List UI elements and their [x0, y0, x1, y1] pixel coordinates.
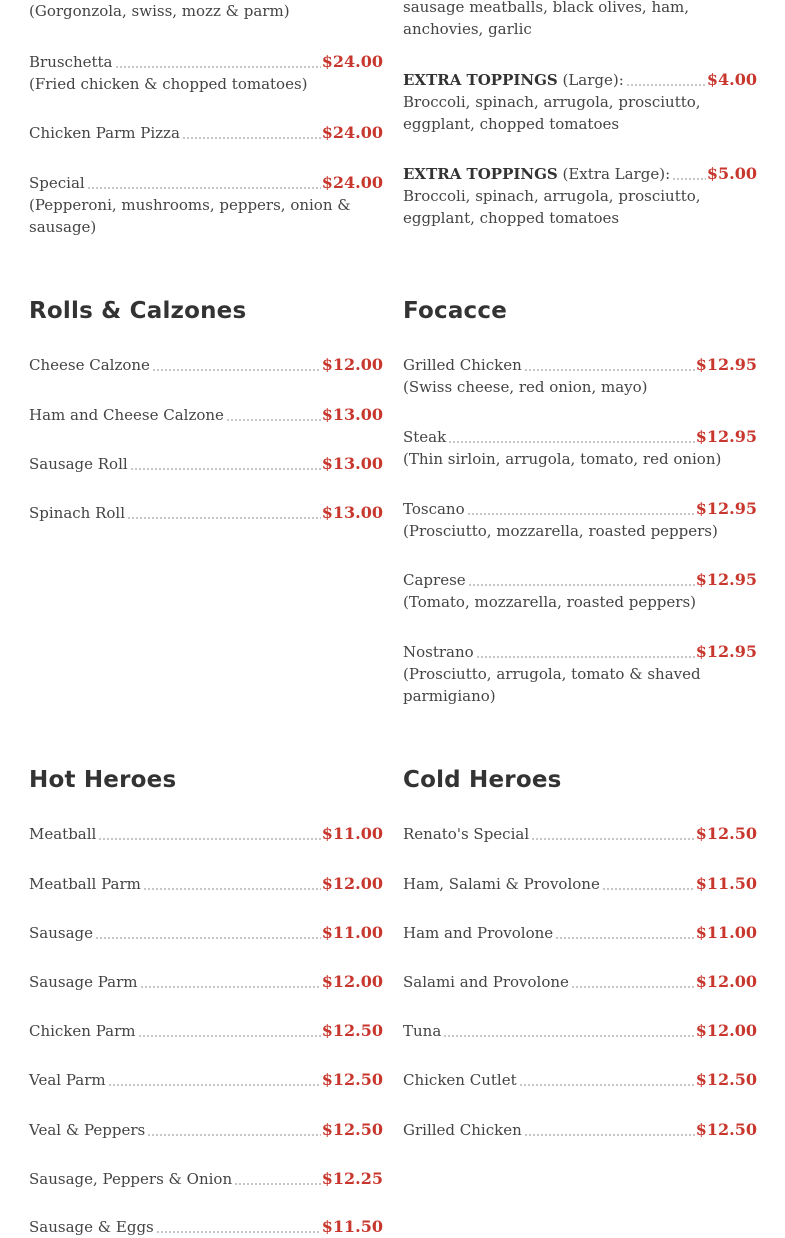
dot-leader	[98, 838, 320, 840]
item-name: Cheese Calzone	[29, 356, 150, 374]
menu-item-sausage-roll	[29, 453, 383, 475]
extra-toppings-extra-large	[403, 163, 757, 229]
dot-leader	[448, 441, 695, 443]
item-name: Salami and Provolone	[403, 973, 569, 991]
menu-item-caprese	[403, 569, 757, 613]
item-price: $11.00	[321, 923, 383, 942]
dot-leader	[140, 986, 321, 988]
dot-leader	[519, 1084, 695, 1086]
item-price: $13.00	[321, 454, 383, 473]
item-description: (Prosciutto, mozzarella, roasted peppers)	[403, 522, 718, 540]
item-description: (Prosciutto, arrugola, tomato & shaved parmigiano)	[403, 665, 701, 705]
dot-leader	[468, 584, 695, 586]
item-price: $5.00	[706, 164, 757, 183]
menu-item-steak	[403, 426, 757, 470]
extra-toppings-large	[403, 69, 757, 135]
item-price: $12.00	[695, 1021, 757, 1040]
item-name: Chicken Parm	[29, 1022, 136, 1040]
item-name: Meatball	[29, 825, 97, 843]
dot-leader	[571, 986, 695, 988]
dot-leader	[108, 1084, 321, 1086]
menu-item-renatos-special	[403, 823, 757, 845]
item-price: $12.50	[321, 1070, 383, 1089]
item-description: Broccoli, spinach, arrugola, prosciutto, eggplant, chopped tomatoes	[403, 93, 701, 133]
item-price: $11.50	[321, 1217, 383, 1236]
dot-leader	[524, 369, 695, 371]
dot-leader	[555, 937, 695, 939]
item-name: Chicken Cutlet	[403, 1071, 517, 1089]
menu-item-sausage	[29, 922, 383, 944]
dot-leader	[476, 656, 695, 658]
menu-item-ham-provolone	[403, 922, 757, 944]
menu-item-focaccia-grilled-chicken	[403, 354, 757, 398]
item-name: Toscano	[403, 500, 465, 518]
dot-leader	[531, 838, 695, 840]
item-price: $12.50	[695, 1070, 757, 1089]
item-description: (Pepperoni, mushrooms, peppers, onion & sausage)	[29, 196, 351, 236]
item-description: (Thin sirloin, arrugola, tomato, red onion)	[403, 450, 722, 468]
item-price: $11.00	[695, 923, 757, 942]
item-price: $13.00	[321, 405, 383, 424]
item-name: Sausage Roll	[29, 455, 128, 473]
dot-leader	[626, 84, 706, 86]
dot-leader	[672, 178, 706, 180]
toppings-label: EXTRA TOPPINGS	[403, 165, 558, 183]
item-price: $12.00	[321, 972, 383, 991]
item-price: $12.95	[695, 427, 757, 446]
menu-item-meatball-parm	[29, 873, 383, 895]
item-name: Caprese	[403, 571, 466, 589]
dot-leader	[226, 419, 321, 421]
menu-item-veal-peppers	[29, 1119, 383, 1141]
item-name: Ham and Cheese Calzone	[29, 406, 224, 424]
item-price: $4.00	[706, 70, 757, 89]
item-price: $12.95	[695, 355, 757, 374]
item-name: Veal & Peppers	[29, 1121, 146, 1139]
section-title-focacce: Focacce	[403, 298, 508, 324]
item-price: $12.50	[321, 1021, 383, 1040]
menu-item-sausage-eggs	[29, 1216, 383, 1238]
dot-leader	[138, 1035, 321, 1037]
item-name: Tuna	[403, 1022, 442, 1040]
toppings-size: (Large):	[557, 71, 624, 89]
menu-item-cheese-calzone	[29, 354, 383, 376]
menu-item-salami-provolone	[403, 971, 757, 993]
menu-item-toscano	[403, 498, 757, 542]
dot-leader	[467, 513, 695, 515]
section-title-hot-heroes: Hot Heroes	[29, 767, 177, 793]
item-name: Sausage, Peppers & Onion	[29, 1170, 233, 1188]
dot-leader	[87, 187, 321, 189]
dot-leader	[95, 937, 321, 939]
item-name: Veal Parm	[29, 1071, 106, 1089]
pizza-description: (Gorgonzola, swiss, mozz & parm)	[29, 2, 290, 20]
section-title-cold-heroes: Cold Heroes	[403, 767, 562, 793]
item-name: Ham, Salami & Provolone	[403, 875, 600, 893]
dot-leader	[130, 468, 321, 470]
item-name: Sausage Parm	[29, 973, 138, 991]
item-price: $12.50	[695, 824, 757, 843]
pizza-description: sausage meatballs, black olives, ham, anchovies, garlic	[403, 0, 690, 38]
dot-leader	[234, 1183, 321, 1185]
item-name: Nostrano	[403, 643, 474, 661]
item-name: Spinach Roll	[29, 504, 126, 522]
dot-leader	[127, 517, 321, 519]
item-description: (Tomato, mozzarella, roasted peppers)	[403, 593, 697, 611]
menu-item-sausage-peppers-onion	[29, 1168, 383, 1190]
menu-item-tuna	[403, 1020, 757, 1042]
item-price: $24.00	[321, 123, 383, 142]
item-price: $12.25	[321, 1169, 383, 1188]
item-description: (Fried chicken & chopped tomatoes)	[29, 75, 308, 93]
item-name	[403, 163, 670, 185]
item-name: Sausage	[29, 924, 93, 942]
item-price: $12.50	[321, 1120, 383, 1139]
menu-item-ham-salami-provolone	[403, 873, 757, 895]
item-name: Ham and Provolone	[403, 924, 554, 942]
item-price: $12.00	[321, 874, 383, 893]
item-price: $12.50	[695, 1120, 757, 1139]
item-name: Grilled Chicken	[403, 356, 522, 374]
item-price: $24.00	[321, 52, 383, 71]
dot-leader	[147, 1134, 321, 1136]
item-price: $24.00	[321, 173, 383, 192]
dot-leader	[152, 369, 321, 371]
menu-item-chicken-parm	[29, 1020, 383, 1042]
item-name: Chicken Parm Pizza	[29, 124, 180, 142]
item-name: Bruschetta	[29, 53, 113, 71]
dot-leader	[115, 66, 321, 68]
item-name: Grilled Chicken	[403, 1121, 522, 1139]
item-price: $12.00	[695, 972, 757, 991]
menu-item-cold-grilled-chicken	[403, 1119, 757, 1141]
toppings-size: (Extra Large):	[557, 165, 671, 183]
toppings-label: EXTRA TOPPINGS	[403, 71, 558, 89]
item-price: $11.50	[695, 874, 757, 893]
dot-leader	[524, 1134, 695, 1136]
menu-item-sausage-parm	[29, 971, 383, 993]
item-price: $12.95	[695, 642, 757, 661]
menu-item-ham-cheese-calzone	[29, 404, 383, 426]
item-price: $12.00	[321, 355, 383, 374]
item-price: $11.00	[321, 824, 383, 843]
item-description: (Swiss cheese, red onion, mayo)	[403, 378, 648, 396]
item-name: Special	[29, 174, 85, 192]
menu-item-special	[29, 172, 383, 238]
dot-leader	[443, 1035, 694, 1037]
menu-item-chicken-parm-pizza	[29, 122, 383, 144]
section-title-rolls-calzones: Rolls & Calzones	[29, 298, 247, 324]
item-name: Sausage & Eggs	[29, 1218, 154, 1236]
item-name	[403, 69, 624, 91]
dot-leader	[143, 888, 321, 890]
menu-item-meatball	[29, 823, 383, 845]
item-price: $12.95	[695, 570, 757, 589]
item-price: $12.95	[695, 499, 757, 518]
menu-item-veal-parm	[29, 1069, 383, 1091]
menu-item-chicken-cutlet	[403, 1069, 757, 1091]
menu-item-nostrano	[403, 641, 757, 707]
dot-leader	[182, 137, 321, 139]
item-name: Steak	[403, 428, 447, 446]
item-name: Meatball Parm	[29, 875, 141, 893]
item-name: Renato's Special	[403, 825, 530, 843]
menu-item-bruschetta	[29, 51, 383, 95]
item-description: Broccoli, spinach, arrugola, prosciutto, eggplant, chopped tomatoes	[403, 187, 701, 227]
dot-leader	[602, 888, 695, 890]
item-price: $13.00	[321, 503, 383, 522]
menu-item-spinach-roll	[29, 502, 383, 524]
